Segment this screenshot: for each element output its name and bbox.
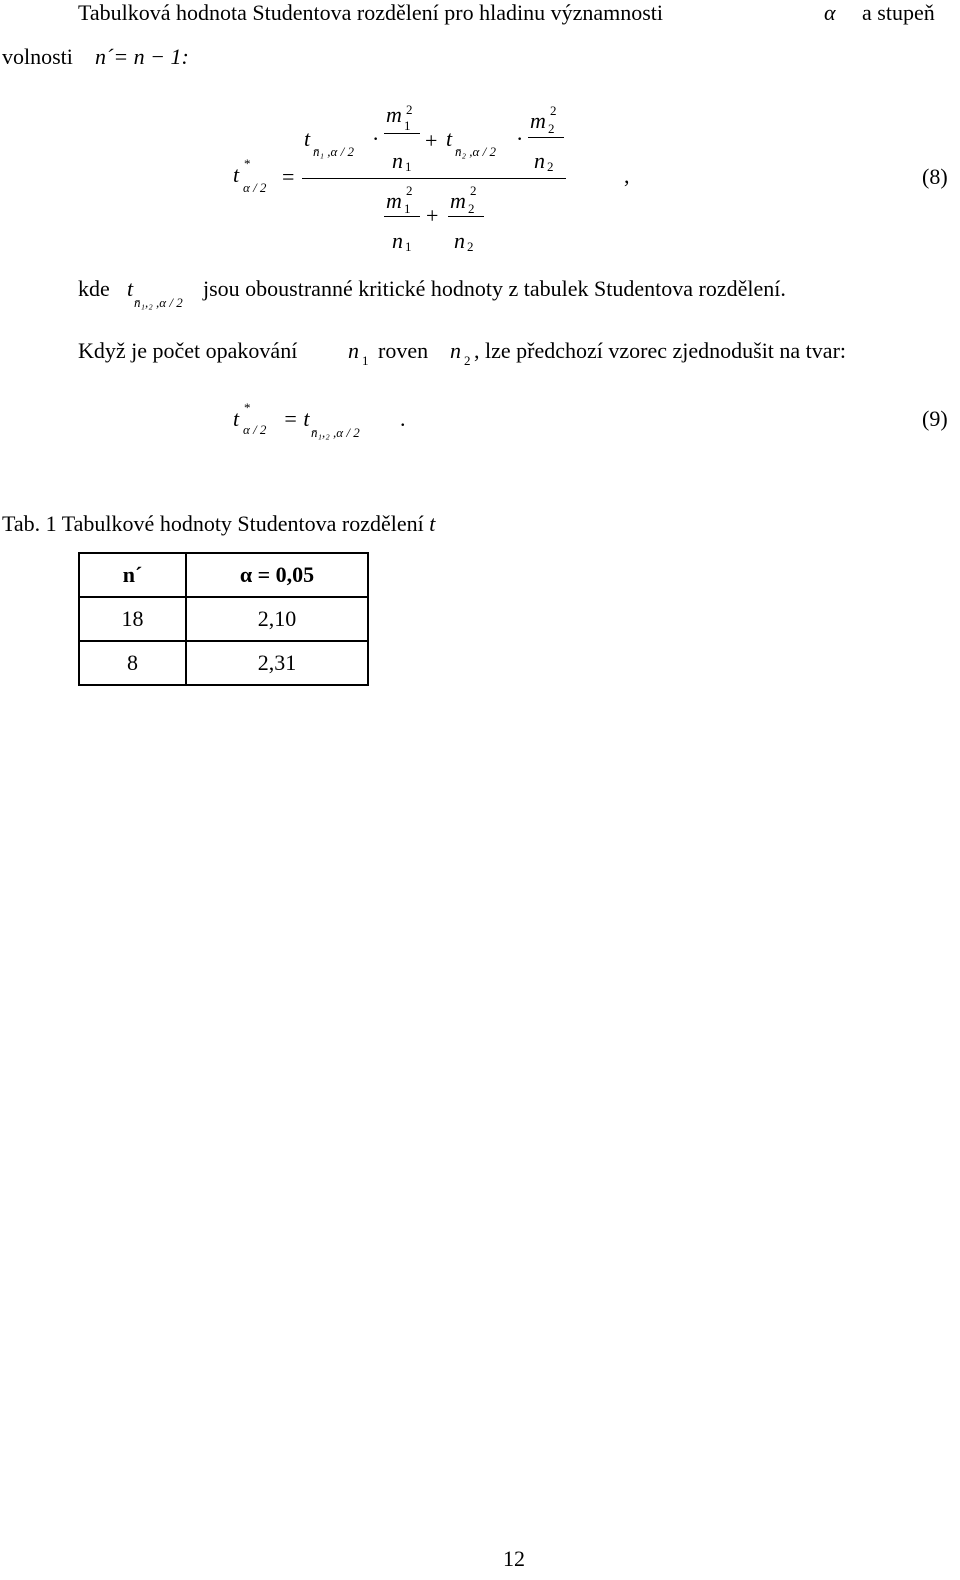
intro-text: Tabulková hodnota Studentova rozdělení pro hladinu významnosti — [78, 0, 663, 25]
student-t-table — [78, 552, 369, 686]
eq8-num-m2-sq: 2 — [550, 103, 557, 118]
eq8-den-n2: n — [454, 228, 465, 253]
eq8-lhs-star: * — [244, 156, 251, 171]
when-n1: n — [348, 338, 359, 363]
when-n2: n — [450, 338, 461, 363]
page-number: 12 — [503, 1546, 525, 1571]
table-row — [79, 641, 368, 685]
eq8-den-n1: n — [392, 228, 403, 253]
eq8-lhs-t: t — [233, 162, 240, 187]
eq8-plus-den: + — [426, 203, 439, 228]
eq8-num-n1: n — [392, 148, 403, 173]
eq8-den-m1-sub: 1 — [404, 201, 411, 216]
eq8-num-m2: m — [530, 108, 546, 133]
eq8-t2-sub: n̄₂ ,α / 2 — [455, 144, 496, 159]
eq8-den-frac2-line — [448, 216, 484, 217]
eq8-num-n1-sub: 1 — [405, 159, 412, 174]
eq8-dot-2: · — [516, 126, 524, 151]
eq8-num-m1-sub: 1 — [404, 118, 411, 133]
eq8-num-frac2-line — [528, 137, 564, 138]
eq9-lhs-star: * — [244, 400, 251, 415]
eq8-main-fraction-line — [302, 178, 566, 179]
eq9-lhs-sub: α / 2 — [243, 422, 267, 437]
where-t-sub: n̄₁,₂ ,α / 2 — [134, 295, 183, 310]
table-header-df: n´ — [79, 553, 186, 597]
table-cell: 18 — [79, 597, 186, 641]
intro-line-1-end: a stupeň — [862, 0, 935, 25]
alpha-symbol: α — [824, 0, 836, 25]
when-text-a: Když je počet opakování — [78, 338, 298, 363]
when-text-c: , lze předchozí vzorec zjednodušit na tvar: — [474, 338, 847, 363]
eq9-period: . — [400, 406, 406, 431]
eq8-num-n2-sub: 2 — [547, 159, 554, 174]
table-caption-text: Tab. 1 Tabulkové hodnoty Studentova rozdělení — [2, 511, 424, 536]
eq8-num-m1: m — [386, 102, 402, 127]
eq8-num-m2-sub: 2 — [548, 121, 555, 136]
eq8-den-m2-sub: 2 — [468, 201, 475, 216]
when-n1-sub: 1 — [362, 353, 369, 368]
eq8-num-n2: n — [534, 148, 545, 173]
table-caption-var: t — [429, 511, 436, 536]
eq8-t2: t — [446, 126, 453, 151]
eq8-den-frac1-line — [384, 216, 420, 217]
where-kde: kde — [78, 276, 110, 301]
eq8-den-m1-sq: 2 — [406, 183, 413, 198]
when-text-b: roven — [378, 338, 429, 363]
eq8-num-m1-sq: 2 — [406, 102, 413, 117]
eq8-den-m1: m — [386, 188, 402, 213]
eq8-den-m2: m — [450, 188, 466, 213]
table-header-row — [79, 553, 368, 597]
eq8-t1: t — [304, 126, 311, 151]
table-caption — [2, 513, 435, 535]
intro-line-2: volnosti — [2, 44, 73, 69]
where-text: jsou oboustranné kritické hodnoty z tabulek Studentova rozdělení. — [203, 276, 786, 301]
eq8-num-frac1-line — [384, 133, 420, 134]
degrees-of-freedom-expr: n´= n − 1: — [95, 44, 189, 69]
table-cell: 2,31 — [186, 641, 368, 685]
eq9-equals-t: = t — [283, 406, 310, 431]
eq9-number: (9) — [922, 406, 948, 431]
table-header-alpha: α = 0,05 — [186, 553, 368, 597]
eq8-equals: = — [282, 164, 295, 189]
table-cell: 2,10 — [186, 597, 368, 641]
eq8-den-n2-sub: 2 — [467, 239, 474, 254]
when-n2-sub: 2 — [464, 353, 471, 368]
eq8-den-n1-sub: 1 — [405, 239, 412, 254]
eq9-rhs-sub: n̄₁,₂ ,α / 2 — [311, 425, 360, 440]
eq8-lhs-sub: α / 2 — [243, 180, 267, 195]
table-row — [79, 597, 368, 641]
where-t: t — [127, 276, 134, 301]
eq8-t1-sub: n̄₁ ,α / 2 — [313, 144, 354, 159]
eq8-den-m2-sq: 2 — [470, 183, 477, 198]
eq8-dot-1: · — [372, 126, 380, 151]
eq8-plus-num: + — [425, 128, 438, 153]
eq8-comma: , — [624, 163, 630, 188]
eq9-lhs-t: t — [233, 406, 240, 431]
eq8-number: (8) — [922, 164, 948, 189]
table-cell: 8 — [79, 641, 186, 685]
intro-line-1 — [78, 2, 663, 24]
